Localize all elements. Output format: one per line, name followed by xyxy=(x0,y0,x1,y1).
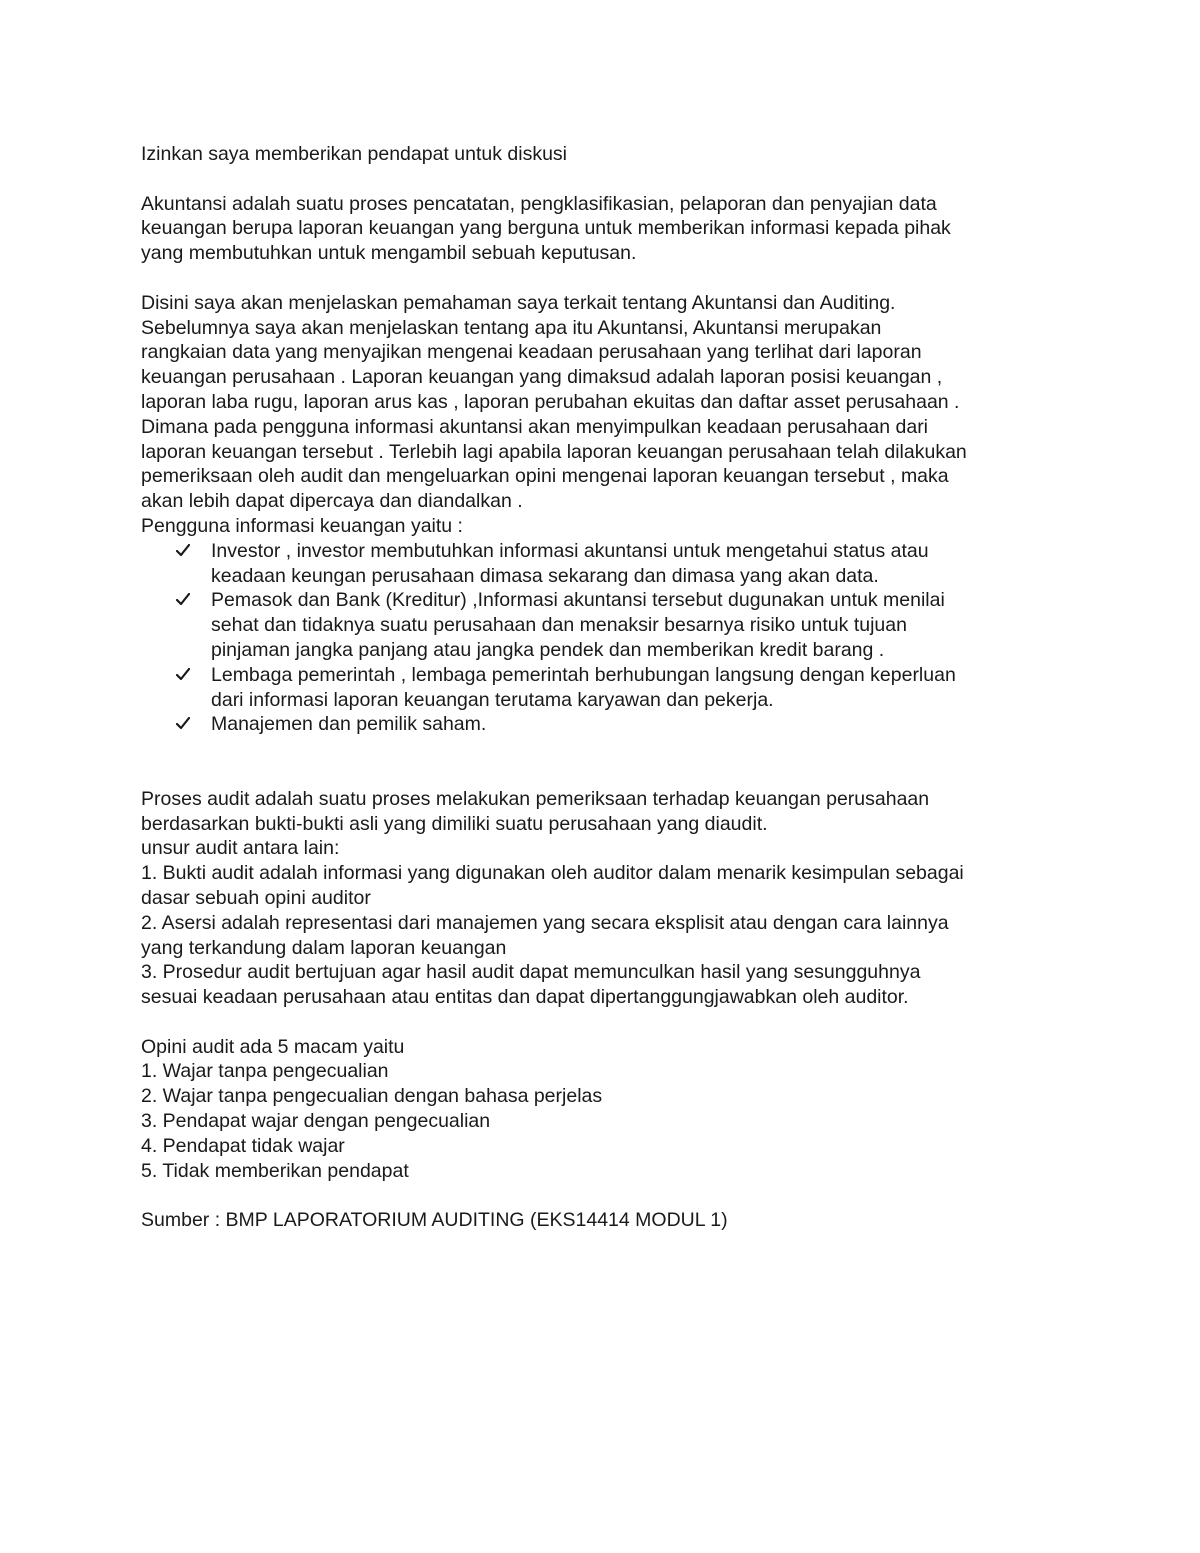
spacer xyxy=(141,762,1071,787)
users-checklist xyxy=(141,539,1071,737)
spacer xyxy=(141,1010,1071,1035)
document-page xyxy=(141,142,1071,1233)
paragraph-line: unsur audit antara lain: xyxy=(141,837,340,860)
checkmark-icon xyxy=(176,663,196,688)
paragraph-line: sesuai keadaan perusahaan atau entitas dan dapat dipertanggungjawabkan oleh auditor. xyxy=(141,986,909,1009)
list-item xyxy=(141,539,1071,589)
list-item-line: pinjaman jangka panjang atau jangka pendek dan memberikan kredit barang . xyxy=(211,638,885,661)
list-item: 3. Pendapat wajar dengan pengecualian xyxy=(141,1110,491,1133)
list-item: 2. Wajar tanpa pengecualian dengan bahasa perjelas xyxy=(141,1085,603,1108)
paragraph-line: berdasarkan bukti-bukti asli yang dimiliki suatu perusahaan yang diaudit. xyxy=(141,812,768,835)
paragraph-line: Akuntansi adalah suatu proses pencatatan, pengklasifikasian, pelaporan dan penyajian data xyxy=(141,192,937,215)
list-item xyxy=(141,663,1071,713)
paragraph-line: laporan laba rugu, laporan arus kas , laporan perubahan ekuitas dan daftar asset perusahaan . xyxy=(141,390,960,413)
paragraph-line: Opini audit ada 5 macam yaitu xyxy=(141,1035,405,1058)
paragraph-line: rangkaian data yang menyajikan mengenai keadaan perusahaan yang terlihat dari laporan xyxy=(141,341,922,364)
paragraph-line: 1. Bukti audit adalah informasi yang digunakan oleh auditor dalam menarik kesimpulan sebagai xyxy=(141,862,964,885)
explanation-paragraph xyxy=(141,291,1071,539)
spacer xyxy=(141,266,1071,291)
paragraph-line: pemeriksaan oleh audit dan mengeluarkan opini mengenai laporan keuangan tersebut , maka xyxy=(141,465,949,488)
list-item-line: Pemasok dan Bank (Kreditur) ,Informasi akuntansi tersebut dugunakan untuk menilai xyxy=(211,589,945,612)
paragraph-line: keuangan berupa laporan keuangan yang berguna untuk memberikan informasi kepada pihak xyxy=(141,217,951,240)
list-item-line: Lembaga pemerintah , lembaga pemerintah berhubungan langsung dengan keperluan xyxy=(211,663,956,686)
paragraph-line: Proses audit adalah suatu proses melakukan pemeriksaan terhadap keuangan perusahaan xyxy=(141,787,930,810)
list-item: 4. Pendapat tidak wajar xyxy=(141,1134,345,1157)
paragraph-line: Pengguna informasi keuangan yaitu : xyxy=(141,514,463,537)
list-item: 1. Wajar tanpa pengecualian xyxy=(141,1060,389,1083)
paragraph-line: laporan keuangan tersebut . Terlebih lagi apabila laporan keuangan perusahaan telah dilakukan xyxy=(141,440,967,463)
list-item-line: keadaan keungan perusahaan dimasa sekarang dan dimasa yang akan data. xyxy=(211,564,879,587)
spacer xyxy=(141,737,1071,762)
intro-line: Izinkan saya memberikan pendapat untuk diskusi xyxy=(141,143,567,165)
list-item-line: Manajemen dan pemilik saham. xyxy=(211,713,487,736)
paragraph-line: akan lebih dapat dipercaya dan diandalkan . xyxy=(141,490,523,513)
list-item xyxy=(141,588,1071,662)
spacer xyxy=(141,1183,1071,1208)
paragraph-line: 3. Prosedur audit bertujuan agar hasil audit dapat memunculkan hasil yang sesungguhnya xyxy=(141,961,921,984)
list-item xyxy=(141,712,1071,737)
definition-paragraph xyxy=(141,192,1071,266)
paragraph-line: keuangan perusahaan . Laporan keuangan yang dimaksud adalah laporan posisi keuangan , xyxy=(141,366,943,389)
opinion-list xyxy=(141,1035,1071,1184)
list-item: 5. Tidak memberikan pendapat xyxy=(141,1159,409,1182)
paragraph-line: 2. Asersi adalah representasi dari manajemen yang secara eksplisit atau dengan cara lainnya xyxy=(141,911,949,934)
list-item-line: sehat dan tidaknya suatu perusahaan dan menaksir besarnya risiko untuk tujuan xyxy=(211,614,907,637)
checkmark-icon xyxy=(176,588,196,613)
checkmark-icon xyxy=(176,712,196,737)
spacer xyxy=(141,167,1071,192)
paragraph-line: yang terkandung dalam laporan keuangan xyxy=(141,936,507,959)
paragraph-line: Disini saya akan menjelaskan pemahaman saya terkait tentang Akuntansi dan Auditing. xyxy=(141,291,896,314)
list-item-line: Investor , investor membutuhkan informasi akuntansi untuk mengetahui status atau xyxy=(211,539,929,562)
paragraph-line: yang membutuhkan untuk mengambil sebuah keputusan. xyxy=(141,242,637,265)
paragraph-line: Dimana pada pengguna informasi akuntansi akan menyimpulkan keadaan perusahaan dari xyxy=(141,415,929,438)
paragraph-line: Sebelumnya saya akan menjelaskan tentang apa itu Akuntansi, Akuntansi merupakan xyxy=(141,316,882,339)
paragraph-line: dasar sebuah opini auditor xyxy=(141,886,371,909)
audit-paragraph xyxy=(141,787,1071,1010)
checkmark-icon xyxy=(176,539,196,564)
list-item-line: dari informasi laporan keuangan terutama karyawan dan pekerja. xyxy=(211,688,774,711)
source-citation: Sumber : BMP LAPORATORIUM AUDITING (EKS14414 MODUL 1) xyxy=(141,1209,728,1232)
